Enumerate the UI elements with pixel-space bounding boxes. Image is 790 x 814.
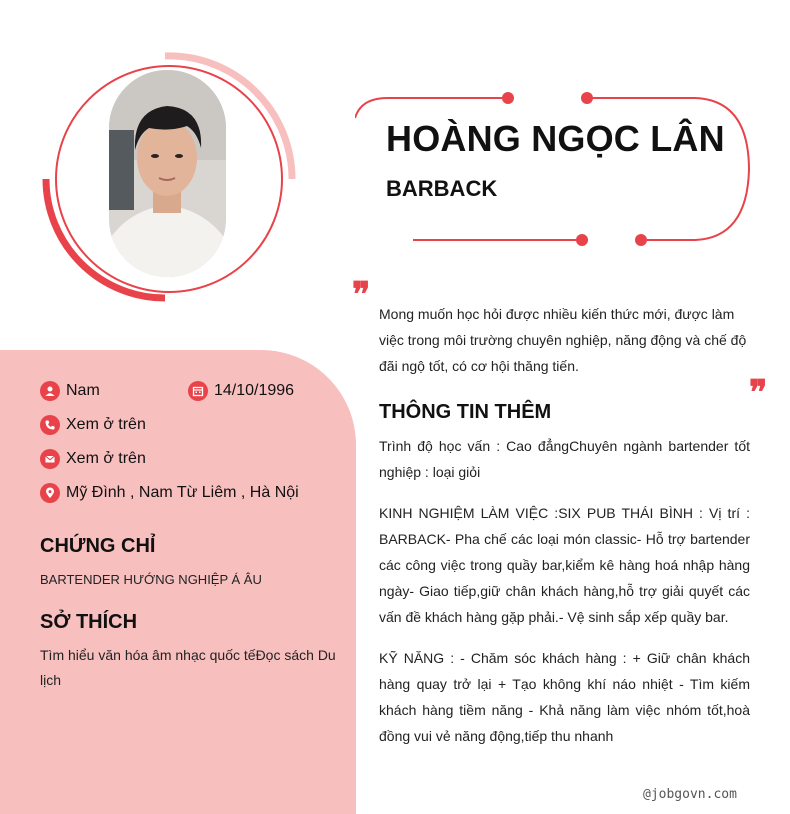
candidate-name: HOÀNG NGỌC LÂN	[386, 118, 725, 159]
quote-open-icon: ❞	[352, 275, 371, 315]
name-frame	[355, 90, 755, 250]
quote-close-icon: ❞	[749, 373, 768, 413]
portrait-image	[109, 70, 226, 277]
email-text: Xem ở trên	[66, 450, 146, 467]
contact-address	[40, 483, 299, 503]
phone-text: Xem ở trên	[66, 416, 146, 433]
gender-text: Nam	[66, 382, 100, 399]
address-text: Mỹ Đình , Nam Từ Liêm , Hà Nội	[66, 484, 299, 501]
skills-text: KỸ NĂNG : - Chăm sóc khách hàng : + Giữ chân khách hàng quay trở lại + Tạo không khí náo nhiệt - Tìm kiếm khách hàng tiềm năng - Khả năng làm việc nhóm tốt,hoà đồng vui vẻ năng động,tiếp thu nhanh	[379, 650, 750, 744]
name-frame-lines	[355, 90, 755, 250]
phone-icon	[40, 415, 60, 435]
hobbies-text: Tìm hiểu văn hóa âm nhạc quốc tếĐọc sách Du lịch	[40, 647, 336, 688]
contact-email	[40, 449, 146, 469]
watermark: @jobgovn.com	[643, 787, 737, 802]
experience-text: KINH NGHIỆM LÀM VIỆC :SIX PUB THÁI BÌNH : Vị trí : BARBACK- Pha chế các loại món classic- Hỗ trợ bartender các công việc trong quầy bar,kiểm kê hàng hoá nhập hàng ngày- Giao tiếp,giữ chân khách hàng,hỗ trợ giải quyết các vấn đề khách hàng gặp phải.- Vệ sinh sắp xếp quầy bar.	[379, 505, 750, 625]
career-objective: Mong muốn học hỏi được nhiều kiến thức mới, được làm việc trong môi trường chuyên nghiệp, năng động và chế độ đãi ngộ tốt, có cơ hội thăng tiến.	[379, 306, 747, 374]
avatar	[109, 70, 226, 277]
job-title: BARBACK	[386, 176, 498, 201]
certificates-heading: CHỨNG CHỈ	[40, 535, 156, 557]
contact-birthday	[188, 381, 294, 401]
hobbies-heading: SỞ THÍCH	[40, 611, 138, 633]
calendar-icon	[188, 381, 208, 401]
certificates-text: BARTENDER HƯỚNG NGHIỆP Á ÂU	[40, 572, 262, 587]
additional-info-heading: THÔNG TIN THÊM	[379, 401, 552, 423]
birthday-text: 14/10/1996	[214, 382, 295, 399]
mail-icon	[40, 449, 60, 469]
contact-phone	[40, 415, 146, 435]
location-pin-icon	[40, 483, 60, 503]
education-text: Trình độ học vấn : Cao đẳngChuyên ngành bartender tốt nghiệp : loại giỏi	[379, 438, 750, 480]
contact-gender	[40, 381, 100, 401]
user-icon	[40, 381, 60, 401]
